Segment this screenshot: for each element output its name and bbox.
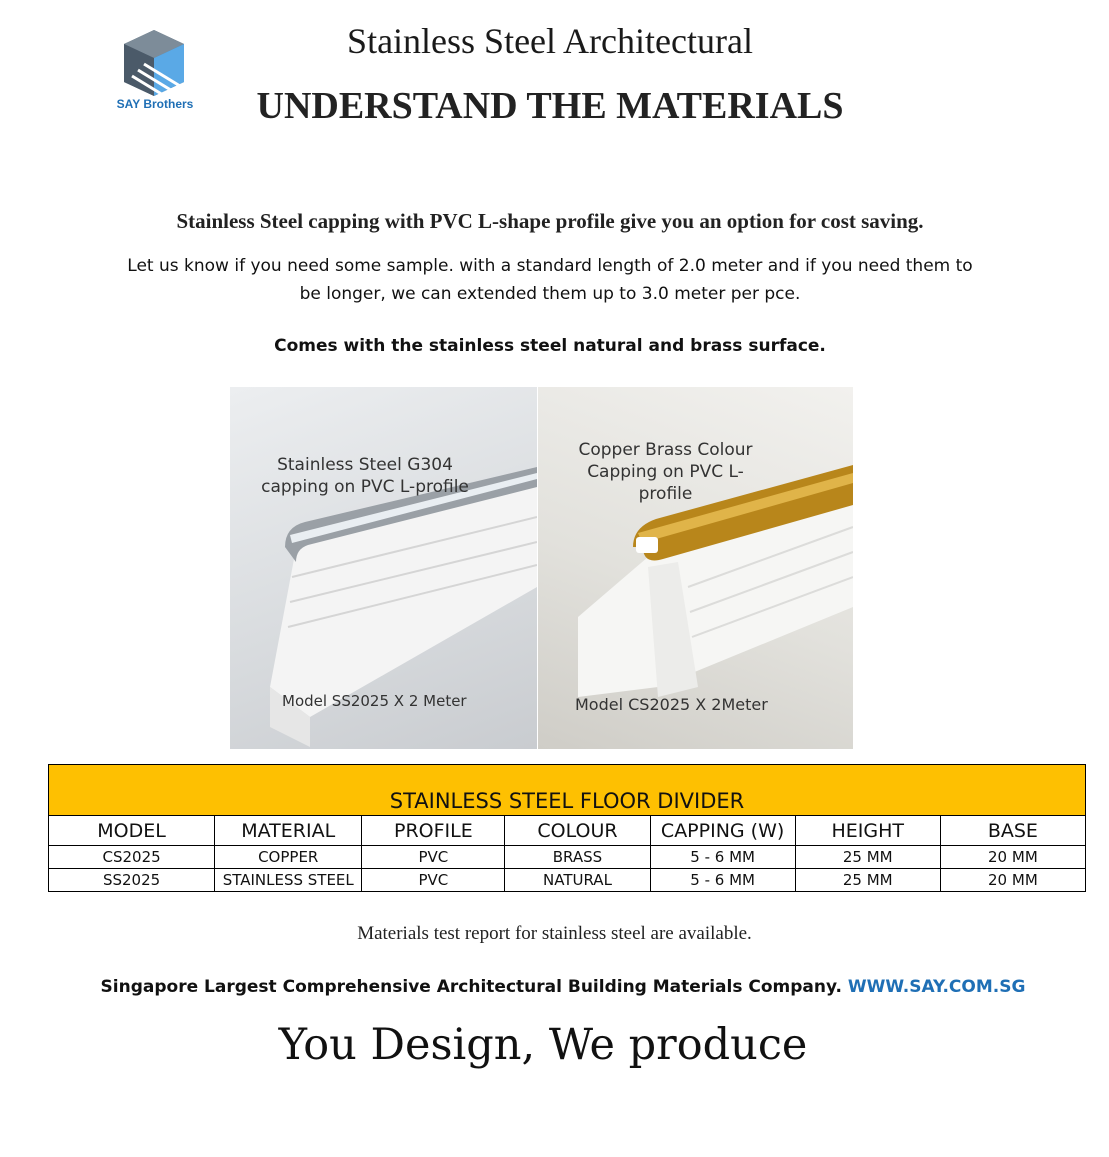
logo-text: SAY Brothers [116, 97, 194, 111]
column-header: HEIGHT [795, 816, 940, 846]
column-header: MATERIAL [215, 816, 362, 846]
page-subtitle: UNDERSTAND THE MATERIALS [256, 85, 844, 127]
table-cell: CS2025 [49, 846, 215, 869]
website-link[interactable]: WWW.SAY.COM.SG [847, 977, 1026, 997]
photo-caption-line2: Capping on PVC L- profile [587, 462, 744, 504]
company-tagline [0, 977, 1109, 997]
table-cell: PVC [362, 846, 505, 869]
column-header: COLOUR [505, 816, 650, 846]
column-header: BASE [940, 816, 1085, 846]
product-photo-copper [538, 387, 853, 749]
table-cell: 25 MM [795, 869, 940, 892]
table-cell: 20 MM [940, 846, 1085, 869]
table-cell: NATURAL [505, 869, 650, 892]
slogan: You Design, We produce [278, 1020, 808, 1070]
table-cell: COPPER [215, 846, 362, 869]
photo-model-label: Model SS2025 X 2 Meter [282, 692, 467, 710]
photo-caption-line1: Stainless Steel G304 [277, 455, 453, 475]
intro-headline: Stainless Steel capping with PVC L-shape profile give you an option for cost saving. [176, 209, 924, 233]
table-cell: STAINLESS STEEL [215, 869, 362, 892]
table-cell: 5 - 6 MM [650, 846, 795, 869]
table-cell: SS2025 [49, 869, 215, 892]
surface-note: Comes with the stainless steel natural and brass surface. [274, 336, 826, 356]
intro-body: Let us know if you need some sample. with a standard length of 2.0 meter and if you need them to be longer, we can extended them up to 3.0 meter per pce. [127, 256, 973, 304]
photo-model-label: Model CS2025 X 2Meter [575, 695, 768, 714]
table-cell: 20 MM [940, 869, 1085, 892]
spec-table [48, 764, 1086, 892]
test-report-note: Materials test report for stainless steel are available. [357, 923, 752, 944]
table-row [49, 869, 1086, 892]
column-header: MODEL [49, 816, 215, 846]
table-cell: PVC [362, 869, 505, 892]
page-title: Stainless Steel Architectural [347, 21, 753, 61]
company-description: Singapore Largest Comprehensive Architectural Building Materials Company. [100, 977, 842, 997]
table-header-row [49, 816, 1086, 846]
product-photo-stainless [230, 387, 537, 749]
column-header: PROFILE [362, 816, 505, 846]
table-title: STAINLESS STEEL FLOOR DIVIDER [49, 765, 1086, 816]
table-cell: BRASS [505, 846, 650, 869]
table-row [49, 846, 1086, 869]
table-cell: 25 MM [795, 846, 940, 869]
table-cell: 5 - 6 MM [650, 869, 795, 892]
column-header: CAPPING (W) [650, 816, 795, 846]
photo-caption-line1: Copper Brass Colour [578, 440, 753, 460]
photo-caption-line2: capping on PVC L-profile [261, 477, 469, 497]
